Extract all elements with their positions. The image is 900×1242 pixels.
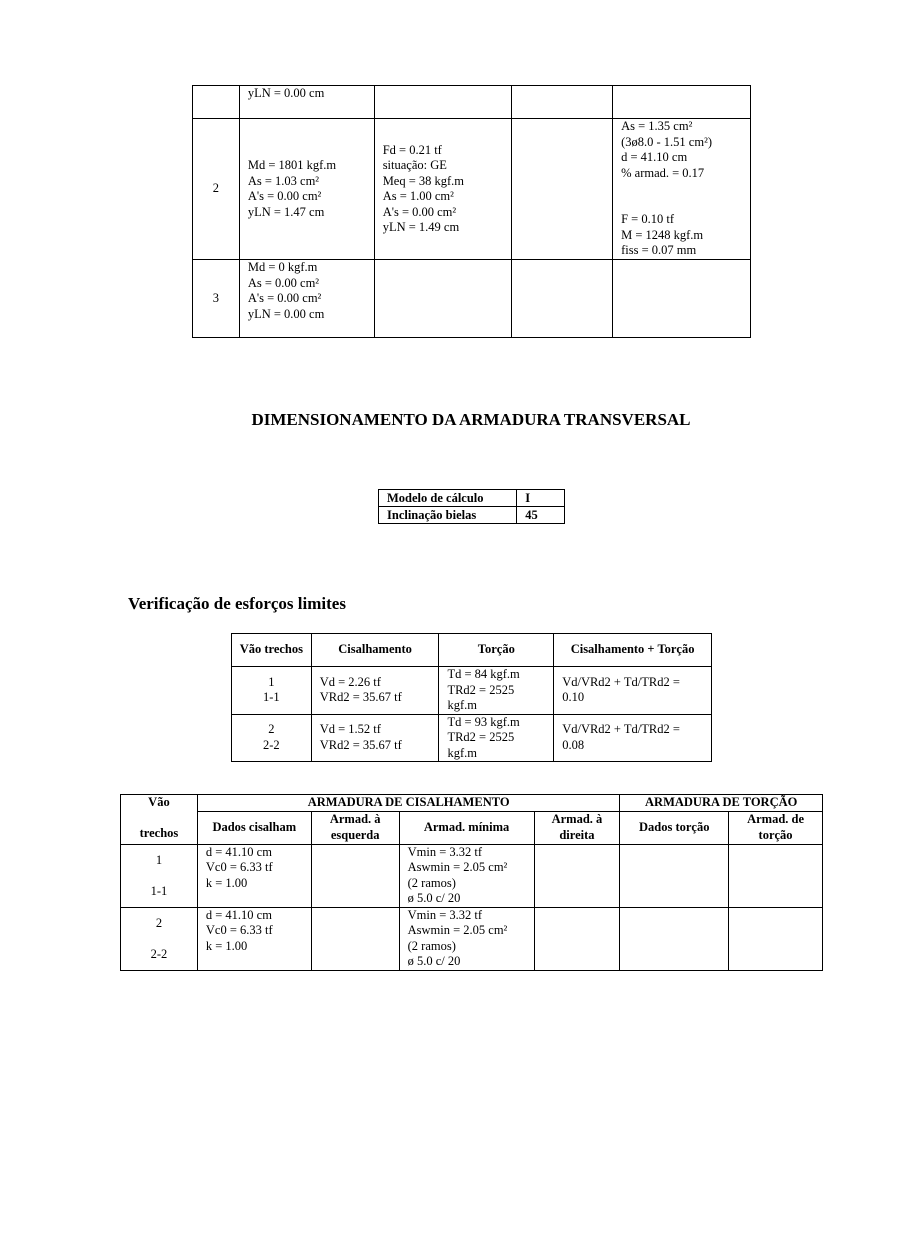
limits-heading: Verificação de esforços limites [128,594,346,613]
cell-dados-cisalham: d = 41.10 cm Vc0 = 6.33 tf k = 1.00 [197,844,311,907]
model-label: Modelo de cálculo [379,490,517,507]
cell-shear: Vd = 2.26 tf VRd2 = 35.67 tf [311,667,439,715]
cell-vao: 2 2-2 [121,907,198,970]
table-row [121,907,823,970]
cell-empty [620,907,729,970]
cell-empty [534,844,620,907]
header-dados-torcao: Dados torção [620,811,729,844]
cell-armad-minima: Vmin = 3.32 tf Aswmin = 2.05 cm² (2 ramos) ø 5.0 c/ 20 [399,844,534,907]
cell-shear: Vd = 1.52 tf VRd2 = 35.67 tf [311,714,439,762]
cell-flexure-data: Md = 1801 kgf.m As = 1.03 cm² A's = 0.00 cm² yLN = 1.47 cm [239,119,374,260]
flexure-table-continued [192,85,751,338]
cell-empty [311,907,399,970]
header-vao-trechos: Vão trechos [121,795,198,845]
cell-flexure-data: Md = 0 kgf.m As = 0.00 cm² A's = 0.00 cm² yLN = 0.00 cm [239,260,374,338]
cell-dados-cisalham: d = 41.10 cm Vc0 = 6.33 tf k = 1.00 [197,907,311,970]
header-armad-torcao: Armad. de torção [729,811,823,844]
table-row [193,260,751,338]
table-row [193,119,751,260]
header-cisalhamento: Cisalhamento [311,634,439,667]
header-vao-trechos: Vão trechos [232,634,312,667]
header-armad-esquerda: Armad. à esquerda [311,811,399,844]
model-table [378,489,565,524]
cell-empty [511,260,613,338]
cell-vao: 2 2-2 [232,714,312,762]
cell-combined: Vd/VRd2 + Td/TRd2 = 0.08 [554,714,712,762]
model-value: 45 [517,507,565,524]
cell-span-number [193,86,240,119]
model-value: I [517,490,565,507]
limits-table [231,633,712,762]
section-title: DIMENSIONAMENTO DA ARMADURA TRANSVERSAL [251,410,691,429]
table-row [232,667,712,715]
cell-vao: 1 1-1 [232,667,312,715]
model-label: Inclinação bielas [379,507,517,524]
header-armadura-cisalhamento: ARMADURA DE CISALHAMENTO [197,795,620,812]
cell-empty [613,86,751,119]
header-torcao: Torção [439,634,554,667]
table-row [379,490,565,507]
table-header-row [232,634,712,667]
cell-empty [374,260,511,338]
cell-empty [613,260,751,338]
cell-empty [374,86,511,119]
cell-span-number: 2 [193,119,240,260]
cell-torsion: Td = 84 kgf.m TRd2 = 2525 kgf.m [439,667,554,715]
cell-empty [620,844,729,907]
table-row [121,844,823,907]
table-row [193,86,751,119]
table-header-row [121,795,823,812]
header-combinado: Cisalhamento + Torção [554,634,712,667]
cell-empty [534,907,620,970]
header-armadura-torcao: ARMADURA DE TORÇÃO [620,795,823,812]
header-armad-direita: Armad. à direita [534,811,620,844]
table-row [379,507,565,524]
cell-empty [311,844,399,907]
cell-empty [511,86,613,119]
cell-armad-minima: Vmin = 3.32 tf Aswmin = 2.05 cm² (2 ramos) ø 5.0 c/ 20 [399,907,534,970]
header-dados-cisalham: Dados cisalham [197,811,311,844]
cell-vao: 1 1-1 [121,844,198,907]
cell-empty [729,844,823,907]
cell-torsion: Td = 93 kgf.m TRd2 = 2525 kgf.m [439,714,554,762]
table-row [232,714,712,762]
cell-empty [729,907,823,970]
cell-empty [511,119,613,260]
header-armad-minima: Armad. mínima [399,811,534,844]
shear-torsion-table [120,794,823,971]
cell-combined: Vd/VRd2 + Td/TRd2 = 0.10 [554,667,712,715]
cell-reinforcement-data: As = 1.35 cm² (3ø8.0 - 1.51 cm²) d = 41.10 cm % armad. = 0.17 F = 0.10 tf M = 1248 kgf.m fiss = 0.07 mm [613,119,751,260]
table-header-row [121,811,823,844]
cell-span-number: 3 [193,260,240,338]
cell-support-data: Fd = 0.21 tf situação: GE Meq = 38 kgf.m As = 1.00 cm² A's = 0.00 cm² yLN = 1.49 cm [374,119,511,260]
cell-flexure-data: yLN = 0.00 cm [239,86,374,119]
